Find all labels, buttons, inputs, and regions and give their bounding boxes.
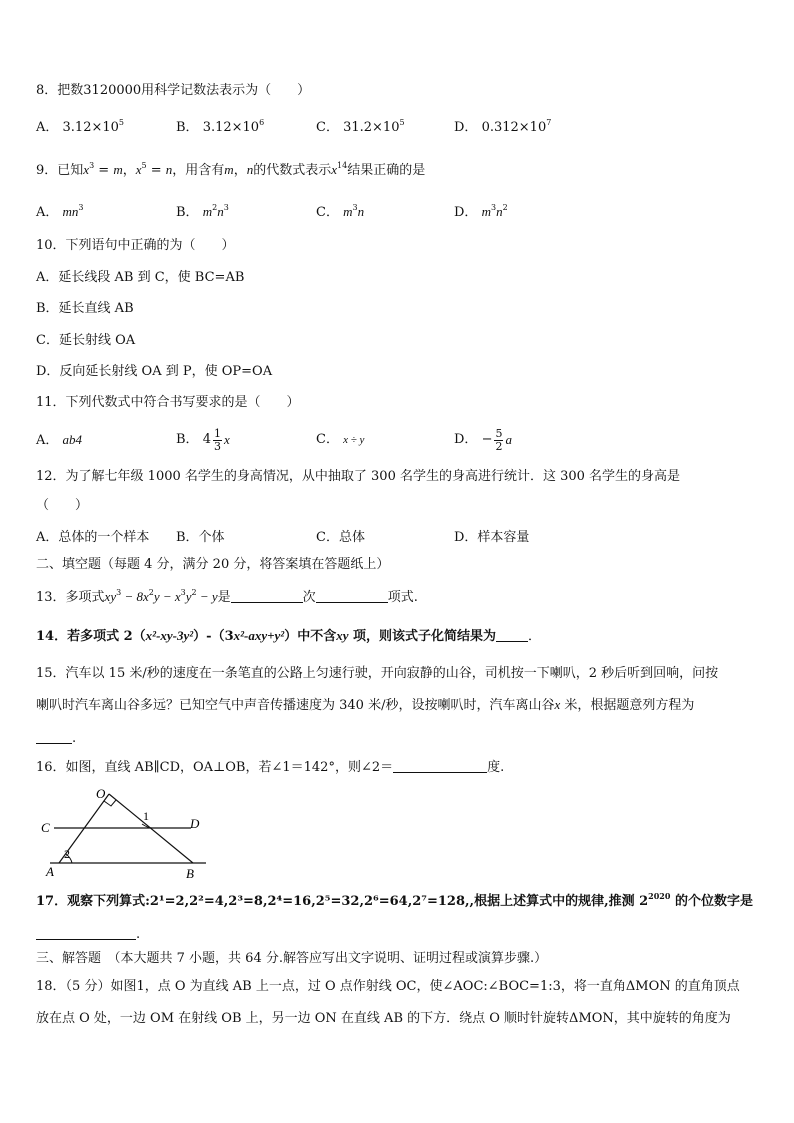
- q18-line1: 18．（5 分）如图1，点 O 为直线 AB 上一点，过 O 点作射线 OC，使∠AOC:∠BOC=1:3，将一直角ΔMON 的直角顶点: [36, 979, 740, 994]
- q10-option-d: D．反向延长射线 OA 到 P，使 OP=OA: [36, 364, 273, 379]
- q8-stem: 8．把数3120000用科学记数法表示为（ ）: [36, 83, 311, 98]
- section3-heading: 三、解答题 （本大题共 7 小题，共 64 分.解答应写出文字说明、证明过程或演算步骤.）: [36, 951, 548, 966]
- label-c: C: [41, 820, 50, 835]
- q15-line3: .: [36, 730, 76, 748]
- q12-option-a: A．总体的一个样本: [36, 530, 150, 545]
- q9-option-b: B． $m^2n^3$: [176, 203, 229, 220]
- q8-option-c: C． $31.2\times 10^5$: [316, 118, 405, 135]
- label-b: B: [186, 866, 194, 881]
- q16-blank: [393, 759, 487, 773]
- label-d: D: [190, 816, 200, 831]
- q13-blank-terms: [316, 589, 388, 603]
- q12-option-c: C．总体: [316, 530, 365, 545]
- q8-option-d: D． $0.312\times 10^7$: [454, 118, 552, 135]
- q9-option-c: C． $m^3n$: [316, 203, 365, 220]
- q9-option-a: A． $mn^3$: [36, 203, 84, 220]
- q9-stem: 9．已知$x^3 = m$，$x^5 = n$，用含有m，n的代数式表示$x^{14}$结果正确的是: [36, 161, 426, 178]
- q13-stem: 13．多项式$xy^3 - 8x^2y - x^3y^2 - y$是 次 项式.: [36, 588, 418, 605]
- q10-option-c: C．延长射线 OA: [36, 333, 136, 348]
- q12-paren: （ ）: [36, 498, 89, 513]
- q11-option-c: C． x ÷ y: [316, 432, 365, 447]
- q14-blank: [496, 628, 528, 642]
- q12-stem: 12．为了解七年级 1000 名学生的身高情况，从中抽取了 300 名学生的身高进行统计．这 300 名学生的身高是: [36, 469, 681, 484]
- label-angle-1: 1: [143, 809, 149, 823]
- label-angle-2: 2: [64, 847, 70, 861]
- q15-line1: 15．汽车以 15 米/秒的速度在一条笔直的公路上匀速行驶，开向寂静的山谷，司机按一下喇叭，2 秒后听到回响，问按: [36, 666, 719, 681]
- q17-line1: 17．观察下列算式:2¹=2,2²=4,2³=8,2⁴=16,2⁵=32,2⁶=64,2⁷=128,,根据上述算式中的规律,推测 $2^{2020}$ 的个位数字是: [36, 891, 753, 909]
- q17-blank: [36, 926, 136, 940]
- q11-stem: 11．下列代数式中符合书写要求的是（ ）: [36, 395, 300, 410]
- q11-option-b: B． 4 $\frac{1}{3}$ x: [176, 426, 230, 453]
- q9-option-d: D． $m^3n^2$: [454, 203, 508, 220]
- q11-option-d: D． − $\frac{5}{2}$ a: [454, 426, 512, 453]
- q10-stem: 10．下列语句中正确的为（ ）: [36, 238, 235, 253]
- q10-option-b: B．延长直线 AB: [36, 301, 134, 316]
- q11-option-a: A． ab4: [36, 432, 83, 448]
- q10-option-a: A．延长线段 AB 到 C，使 BC=AB: [36, 270, 245, 285]
- q12-option-b: B．个体: [176, 530, 225, 545]
- q13-blank-degree: [231, 589, 303, 603]
- section2-heading: 二、填空题（每题 4 分，满分 20 分，将答案填在答题纸上）: [36, 557, 390, 572]
- q14-stem: 14．若多项式 2（x²-xy-3y²）-（3x²-axy+y²）中不含xy 项，则该式子化简结果为 ．: [36, 628, 542, 644]
- label-o: O: [96, 786, 106, 801]
- right-angle-mark: [104, 800, 116, 806]
- q15-line2: 喇叭时汽车离山谷多远？已知空气中声音传播速度为 340 米/秒，设按喇叭时，汽车离山谷x 米，根据题意列方程为: [36, 697, 695, 713]
- q8-option-b: B． $3.12\times 10^6$: [176, 118, 265, 135]
- q18-line2: 放在点 O 处，一边 OM 在射线 OB 上，另一边 ON 在直线 AB 的下方．绕点 O 顺时针旋转ΔMON，其中旋转的角度为: [36, 1011, 731, 1026]
- q16-stem: 16．如图，直线 AB∥CD，OA⊥OB，若∠1＝142°，则∠2＝ 度.: [36, 760, 505, 775]
- q15-blank: [36, 730, 72, 744]
- q16-figure: [36, 782, 216, 882]
- q17-line2: .: [36, 926, 140, 944]
- q8-option-a: A． $3.12\times 10^5$: [36, 118, 125, 135]
- label-a: A: [46, 864, 54, 879]
- q12-option-d: D．样本容量: [454, 530, 530, 545]
